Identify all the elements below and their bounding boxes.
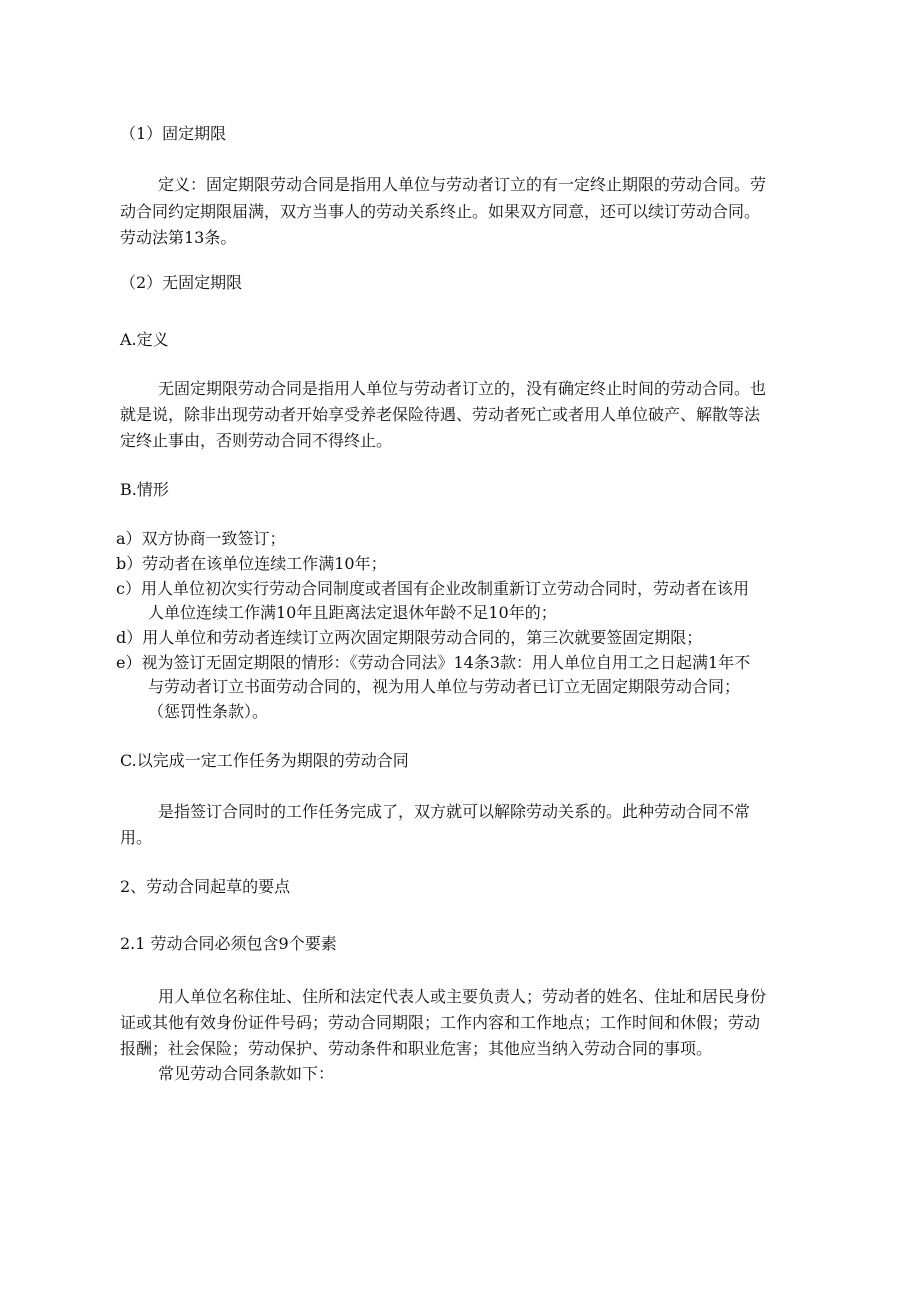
list-item-continuation: 与劳动者订立书面劳动合同的，视为用人单位与劳动者已订立无固定期限劳动合同； [148,677,741,696]
paragraph-line: 常见劳动合同条款如下： [158,1064,335,1083]
paragraph-line: 是指签订合同时的工作任务完成了，双方就可以解除劳动关系的。此种劳动合同不常 [158,802,751,821]
list-item: c）用人单位初次实行劳动合同制度或者国有企业改制重新订立劳动合同时，劳动者在该用 [116,579,749,598]
section-heading-open-term: （2）无固定期限 [120,273,243,292]
list-item: b）劳动者在该单位连续工作满10年； [116,554,387,573]
list-item: d）用人单位和劳动者连续订立两次固定期限劳动合同的，第三次就要签固定期限； [116,628,703,647]
subsection-heading: 2.1 劳动合同必须包含9个要素 [120,934,337,953]
subheading-task-contract: C.以完成一定工作任务为期限的劳动合同 [120,751,409,770]
subheading-definition: A.定义 [120,330,169,349]
paragraph-line: 用人单位名称住址、住所和法定代表人或主要负责人；劳动者的姓名、住址和居民身份 [158,987,767,1006]
paragraph-line: 无固定期限劳动合同是指用人单位与劳动者订立的，没有确定终止时间的劳动合同。也 [158,379,767,398]
paragraph-line: 动合同约定期限届满，双方当事人的劳动关系终止。如果双方同意，还可以续订劳动合同。 [120,202,761,221]
list-item-continuation: 人单位连续工作满10年且距离法定退休年龄不足10年的； [148,603,557,622]
paragraph-line: 就是说，除非出现劳动者开始享受养老保险待遇、劳动者死亡或者用人单位破产、解散等法 [120,405,761,424]
paragraph-line: 报酬；社会保险；劳动保护、劳动条件和职业危害；其他应当纳入劳动合同的事项。 [120,1039,713,1058]
list-item: a）双方协商一致签订； [116,529,286,548]
paragraph-line: 定终止事由，否则劳动合同不得终止。 [120,431,393,450]
paragraph-line: 证或其他有效身份证件号码；劳动合同期限；工作内容和工作地点；工作时间和休假；劳动 [120,1013,761,1032]
paragraph-line: 劳动法第13条。 [120,228,237,247]
paragraph-line: 用。 [120,828,153,847]
list-item-continuation: （惩罚性条款）。 [148,702,269,721]
section-heading-fixed-term: （1）固定期限 [120,124,227,143]
subheading-situations: B.情形 [120,480,169,499]
list-item: e）视为签订无固定期限的情形：《劳动合同法》14条3款：用人单位自用工之日起满1年不 [116,653,751,672]
section-heading-drafting: 2、劳动合同起草的要点 [120,877,291,896]
paragraph-line: 定义：固定期限劳动合同是指用人单位与劳动者订立的有一定终止期限的劳动合同。劳 [158,175,767,194]
